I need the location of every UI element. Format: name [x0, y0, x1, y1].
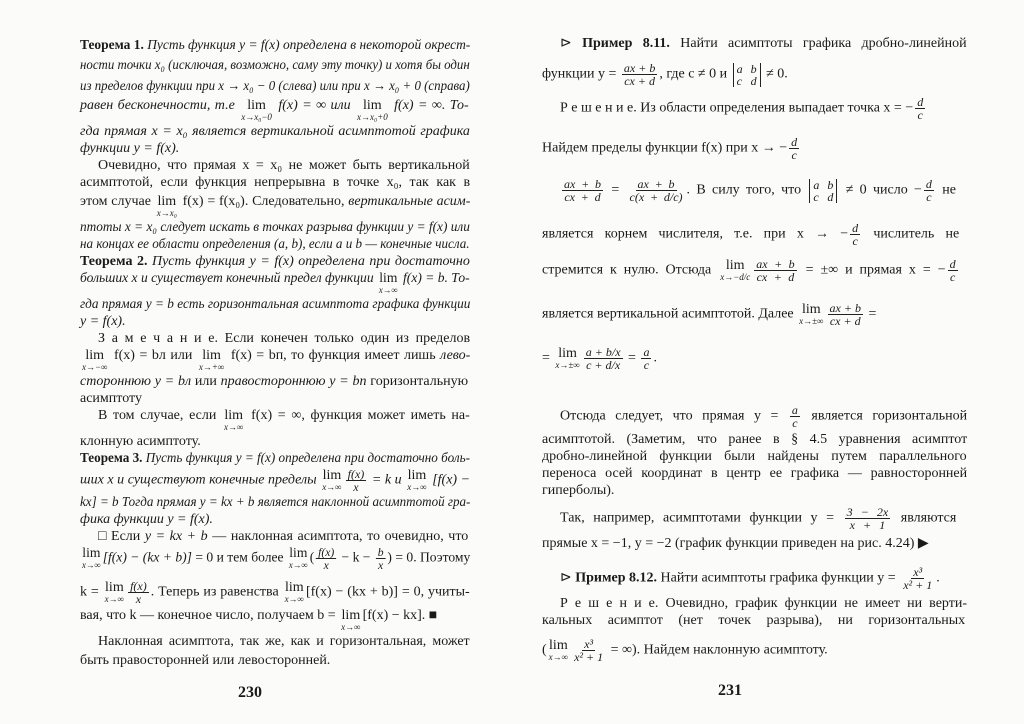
numerator: ax + b [829, 301, 861, 315]
italic-text: на концах ее области определения (a, b), если a и b — конечные числа. [80, 236, 470, 252]
text: гиперболы). [542, 483, 615, 498]
text: прямые x = −1, y = −2 (график функции приведен на рис. 4.24) ▶ [542, 536, 929, 551]
italic-text: Пусть функция y = f(x) определена при достаточно боль- [145, 450, 470, 466]
text: не [935, 182, 956, 198]
denominator: cx + d [756, 270, 795, 284]
text: ( [309, 551, 315, 567]
text-line [542, 466, 967, 481]
text: f(x) = bп, то функция имеет лишь [226, 347, 441, 363]
italic-text: y = kx + b [144, 528, 208, 544]
text-line [80, 297, 470, 312]
text-line [80, 468, 470, 493]
text: функции y = [542, 66, 620, 82]
numerator: b [377, 545, 384, 560]
text-line [98, 158, 470, 173]
italic-text: фика функции y = f(x). [80, 511, 213, 527]
text: . [936, 570, 940, 586]
denominator: c [926, 190, 932, 204]
limit [357, 98, 388, 122]
text-line [542, 613, 965, 628]
fraction [948, 258, 958, 283]
text: □ Если [98, 528, 145, 544]
limit-subscript: x→∞ [224, 421, 244, 432]
text: кальных асимптот (нет точек разрыва), ни горизонтальных [542, 613, 966, 628]
text: переноса осей координат в центр ее графика — равносторонней [542, 466, 968, 481]
text: ⊳ [560, 570, 576, 586]
limit-subscript: x→∞ [407, 481, 427, 492]
lim-word: lim [363, 97, 382, 113]
numerator: ax + b [564, 177, 602, 191]
matrix-entry: d [827, 189, 834, 204]
matrix-entry: d [750, 73, 757, 88]
text-line [560, 178, 956, 203]
limit [322, 468, 341, 492]
text: = 0 и тем более [191, 551, 287, 567]
numerator: ax + b [756, 257, 795, 271]
lim-word: lim [289, 546, 308, 562]
text: ≠ 0. [762, 66, 788, 82]
matrix-entry: a [813, 177, 820, 192]
denominator: c [643, 358, 650, 372]
text: горизонтальную [370, 373, 469, 389]
lim-word: lim [558, 346, 577, 361]
fraction [346, 468, 367, 493]
italic-text: больших x и существует конечный предел функции [80, 270, 377, 286]
text-line [560, 404, 967, 429]
lim-word: lim [802, 302, 821, 317]
limit [289, 546, 308, 570]
limit [82, 348, 107, 372]
limit [379, 271, 398, 295]
denominator: c [917, 108, 923, 122]
italic-text: [f(x) − [428, 472, 471, 488]
text: Отсюда следует, что прямая y = [560, 408, 788, 424]
lim-word: lim [82, 546, 101, 562]
numerator: ax + b [637, 177, 675, 191]
text-line [80, 79, 470, 94]
text: дробно-линейной функции были найдены путем параллельного [542, 449, 967, 464]
numerator: a + b/x [585, 345, 621, 359]
text-line [80, 194, 470, 218]
limit-subscript: x→±∞ [799, 316, 824, 326]
lim-word: lim [105, 580, 124, 596]
text-line [542, 222, 959, 247]
limit [157, 194, 177, 218]
text: является горизонтальной [801, 408, 968, 424]
limit [720, 258, 750, 282]
text: f(x) = bл или [109, 347, 197, 363]
limit [82, 546, 101, 570]
limit [549, 638, 568, 662]
italic-text: Пусть функция y = f(x) определена в некоторой окрест- [147, 38, 471, 53]
matrix-entry: b [827, 177, 834, 192]
text-line [98, 408, 470, 432]
limit-subscript: x→∞ [548, 652, 569, 662]
fraction [845, 506, 891, 531]
limit-subscript: x→x₀−0 [241, 111, 272, 122]
italic-text: гда прямая y = b есть горизонтальная асимптота графика функции [80, 296, 471, 312]
text-line [80, 141, 179, 156]
text-line [80, 653, 330, 668]
text: = [542, 350, 554, 366]
text: Найти асимптоты графика функции y = [657, 570, 900, 586]
italic-text: лево- [440, 347, 471, 363]
text: . Теперь из равенства [150, 584, 283, 600]
text: быть правосторонней или левосторонней. [80, 653, 331, 669]
text: числитель не [862, 226, 960, 242]
text: . [653, 350, 657, 366]
italic-text: птоты x = x₀ следует искать в точках разрыва функции y = f(x) или [80, 219, 470, 235]
italic-text: правостороннюю y = bп [220, 373, 371, 389]
numerator: a [791, 403, 798, 417]
text-line [80, 237, 470, 252]
fraction [901, 566, 934, 591]
text: [f(x) − (kx + b)] = 0, учиты- [305, 584, 470, 600]
text-line [80, 175, 470, 190]
denominator: c [852, 234, 858, 248]
limit-subscript: x→+∞ [198, 361, 225, 372]
text-line [542, 483, 614, 498]
bold-heading-text: Пример 8.11. [582, 36, 670, 51]
denominator: x² + 1 [903, 578, 933, 592]
denominator: x² + 1 [574, 650, 604, 664]
limit-subscript: x→−∞ [82, 361, 108, 372]
text: Найдем пределы функции f(x) при x → − [542, 140, 788, 156]
lim-word: lim [157, 193, 177, 209]
limit-subscript: x→±∞ [555, 360, 580, 370]
denominator: c + d/x [586, 358, 621, 372]
lim-word: lim [549, 638, 568, 653]
limit-subscript: x→x₀ [156, 207, 177, 218]
text-line [80, 374, 468, 389]
italic-text: = k и [368, 472, 406, 488]
text: [f(x) − kx]. ■ [362, 608, 438, 624]
text-line [80, 314, 126, 329]
text: является вертикальной асимптотой. Далее [542, 306, 798, 322]
lim-word: lim [407, 467, 427, 483]
text-line [98, 634, 470, 649]
right-page [512, 0, 1024, 724]
text-line [542, 346, 657, 371]
matrix-entry: b [750, 61, 757, 76]
text-line [80, 124, 470, 139]
italic-text: f(x) = b. То- [399, 270, 470, 286]
limit-subscript: x→∞ [378, 284, 398, 295]
text: = [605, 182, 626, 198]
fraction [850, 222, 860, 247]
lim-word: lim [202, 347, 221, 363]
text: являются [892, 510, 957, 526]
text-line [80, 512, 213, 527]
text-line [80, 451, 470, 466]
text-line [542, 449, 967, 464]
numerator: f(x) [347, 466, 365, 481]
text: З а м е ч а н и е. Если конечен только один из пределов [98, 330, 471, 346]
text-line [560, 96, 927, 121]
denominator: x [323, 558, 329, 573]
denominator: cx + d [624, 74, 655, 88]
numerator: d [791, 135, 798, 149]
italic-text: ших x и существуют конечные пределы [80, 472, 321, 488]
denominator: cx + d [829, 314, 861, 328]
italic-text: f(x) = ∞ или [273, 97, 356, 113]
limit [285, 580, 304, 604]
text-line [560, 596, 967, 611]
text-line [80, 220, 470, 235]
limit [407, 468, 426, 492]
text: асимптоту [80, 390, 142, 406]
text-line [542, 638, 828, 663]
text: ⊳ [560, 36, 583, 51]
numerator: a [643, 345, 650, 359]
text-line [542, 536, 929, 551]
limit [199, 348, 224, 372]
limit [341, 608, 360, 632]
limit [241, 98, 272, 122]
text: − k − [338, 551, 374, 567]
limit [799, 302, 823, 326]
text: асимптотой, если функция непрерывна в точке x₀, так как в [80, 174, 471, 190]
text-line [542, 136, 801, 161]
numerator: f(x) [318, 545, 335, 560]
limit-subscript: x→∞ [81, 560, 101, 571]
lim-word: lim [247, 97, 266, 113]
matrix-entry: a [736, 61, 743, 76]
denominator: c [949, 270, 956, 284]
italic-text: равен бесконечности, т.е [80, 97, 240, 113]
text: = [624, 350, 640, 366]
fraction [641, 346, 651, 371]
text-line [560, 36, 967, 51]
bold-heading-text: Пример 8.12. [575, 570, 658, 586]
limit-subscript: x→∞ [284, 594, 304, 605]
text: является корнем числителя, т.е. при x → − [542, 226, 849, 242]
numerator: x³ [913, 565, 923, 579]
text-line [560, 566, 940, 591]
text: f(x) = ∞, функция может иметь на- [245, 407, 470, 423]
text-line [80, 98, 469, 122]
bold-heading-text: Теорема 3. [80, 450, 146, 466]
text: клонную асимптоту. [80, 433, 201, 449]
text-line [80, 38, 470, 53]
fraction [628, 178, 685, 203]
bold-heading-text: Теорема 2. [80, 253, 152, 269]
text-line [542, 302, 876, 327]
text-line [560, 506, 956, 531]
text: Р е ш е н и е. Из области определения выпадает точка x = − [560, 100, 914, 116]
limit-subscript: x→∞ [104, 594, 125, 605]
italic-text: стороннюю y = bл [80, 373, 195, 389]
matrix-entry: c [813, 189, 819, 204]
fraction [562, 178, 603, 203]
limit-subscript: x→∞ [341, 622, 361, 633]
italic-text: Пусть функция y = f(x) определена при достаточно [151, 253, 470, 269]
italic-text: f(x) = ∞. То- [389, 97, 469, 113]
text-line [80, 434, 201, 449]
text-line [98, 529, 468, 544]
determinant [733, 63, 761, 87]
fraction [316, 546, 336, 571]
fraction [754, 258, 796, 283]
text: = [864, 306, 877, 322]
denominator: c(x + d/c) [629, 190, 683, 204]
text-line [80, 348, 470, 372]
text: ) = 0. Поэтому [387, 551, 471, 567]
limit [555, 346, 579, 370]
lim-word: lim [341, 608, 361, 624]
text-line [80, 495, 470, 510]
numerator: x³ [584, 637, 594, 651]
italic-text: kx] = b Тогда прямая y = kx + b является наклонной асимптотой гра- [80, 494, 471, 510]
denominator: x + 1 [849, 518, 886, 532]
text: ( [542, 642, 547, 658]
limit-subscript: x→∞ [288, 560, 308, 571]
fraction [572, 638, 605, 663]
limit [105, 580, 124, 604]
text: стремится к нулю. Отсюда [542, 262, 719, 278]
text: Так, например, асимптотами функции y = [560, 510, 843, 526]
fraction [622, 62, 657, 87]
text-line [80, 58, 470, 73]
text-line [542, 432, 967, 447]
text-line [80, 546, 470, 571]
text: Р е ш е н и е. Очевидно, график функции не имеет ни верти- [560, 596, 968, 611]
text: Найти асимптоты графика дробно-линейной [669, 36, 967, 51]
text: ≠ 0 число − [839, 182, 922, 198]
text-line [98, 331, 470, 346]
numerator: f(x) [130, 579, 147, 594]
numerator: d [917, 95, 924, 109]
italic-text: [f(x) − (kx + b)] [102, 551, 192, 567]
page-number: 230 [238, 684, 262, 701]
denominator: c [792, 416, 798, 430]
matrix-entry: c [736, 73, 742, 88]
fraction [584, 346, 623, 371]
fraction [790, 404, 800, 429]
fraction [128, 580, 149, 605]
text-line [80, 254, 470, 269]
lim-word: lim [224, 407, 244, 423]
limit-subscript: x→−d/c [720, 272, 751, 282]
denominator: x [378, 558, 384, 573]
lim-word: lim [322, 467, 342, 483]
italic-text: гда прямая x = x₀ является вертикальной асимптотой графика [80, 123, 470, 139]
text: или [194, 373, 221, 389]
fraction [915, 96, 925, 121]
denominator: x [135, 592, 142, 607]
italic-text: функции y = f(x). [80, 140, 180, 156]
text: — наклонная асимптота, то очевидно, что [207, 528, 469, 544]
text: Наклонная асимптота, так же, как и горизонтальная, может [98, 634, 470, 650]
lim-word: lim [725, 258, 745, 273]
text: . В силу того, что [686, 182, 808, 198]
fraction [789, 136, 799, 161]
text: этом случае [80, 193, 155, 209]
text: f(x) = f(x₀). Следовательно, [178, 193, 349, 209]
italic-text: ности точки x₀ (исключая, возможно, саму эту точку) и хотя бы один [80, 57, 470, 73]
text: вая, что k — конечное число, получаем b = [80, 608, 340, 624]
text-line [80, 271, 470, 295]
text-line [80, 391, 142, 406]
fraction [376, 546, 386, 571]
italic-text: из пределов функции при x → x₀ − 0 (слева) или при x → x₀ + 0 (справа) [80, 78, 470, 94]
text: В том случае, если [98, 407, 223, 423]
text: = ±∞ и прямая x = − [798, 262, 946, 278]
limit-subscript: x→∞ [322, 481, 342, 492]
limit [224, 408, 243, 432]
numerator: d [852, 221, 859, 235]
lim-word: lim [379, 270, 398, 286]
text-line [542, 62, 788, 87]
denominator: c [791, 148, 797, 162]
numerator: d [925, 177, 932, 191]
text: = ∞). Найдем наклонную асимптоту. [607, 642, 828, 658]
fraction [828, 302, 863, 327]
lim-word: lim [85, 347, 105, 363]
text-line [80, 608, 437, 632]
denominator: x [353, 479, 359, 494]
limit-subscript: x→x₀+0 [357, 111, 388, 122]
bold-heading-text: Теорема 1. [80, 38, 148, 53]
text: Очевидно, что прямая x = x₀ не может быть вертикальной [98, 157, 470, 173]
numerator: ax + b [623, 61, 656, 75]
text-line [542, 258, 960, 283]
denominator: cx + d [564, 190, 601, 204]
numerator: 3 − 2x [846, 505, 889, 519]
italic-text: вертикальные асим- [348, 193, 471, 209]
lim-word: lim [284, 580, 304, 596]
italic-text: y = f(x). [80, 313, 126, 329]
fraction [924, 178, 934, 203]
numerator: d [949, 257, 956, 271]
text: k = [80, 584, 103, 600]
text-line [80, 580, 470, 605]
page-number: 231 [718, 682, 742, 699]
determinant [809, 179, 837, 203]
text: , где c ≠ 0 и [659, 66, 731, 82]
text: асимптотой. (Заметим, что ранее в § 4.5 уравнения асимптот [542, 432, 968, 447]
